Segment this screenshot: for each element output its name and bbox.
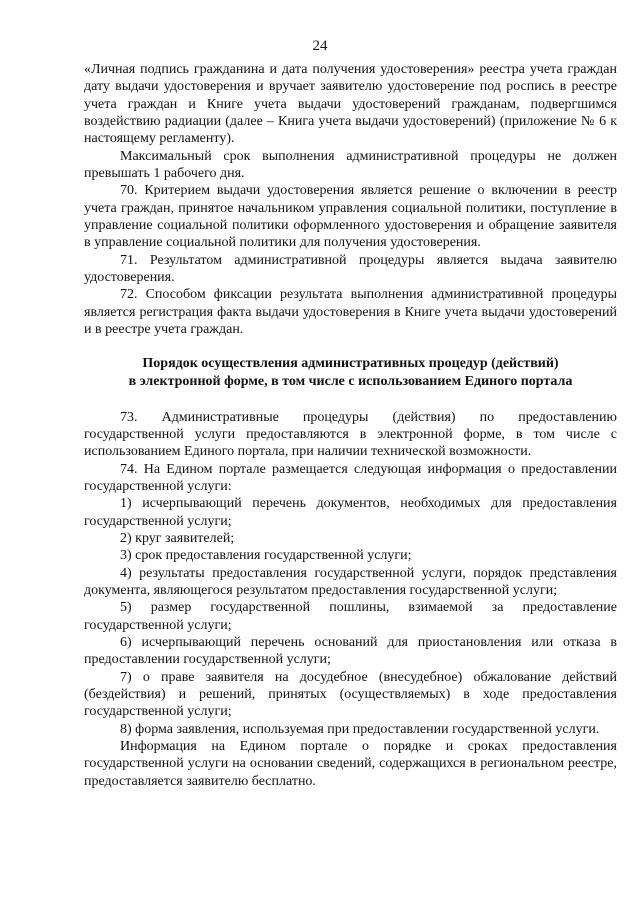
paragraph-71: 71. Результатом административной процедуры является выдача заявителю удостоверения.: [84, 252, 617, 286]
section-heading-line-2: в электронной форме, в том числе с использованием Единого портала: [128, 373, 573, 389]
list-item-4: 4) результаты предоставления государственной услуги, порядок представления документа, являющегося результатом предоставления государственной услуги;: [84, 565, 617, 598]
paragraph-72: 72. Способом фиксации результата выполнения административной процедуры является регистрация факта выдачи удостоверения в Книге учета выдачи удостоверений и в реестре учета граждан.: [84, 287, 617, 338]
list-item-3: 3) срок предоставления государственной услуги;: [120, 548, 412, 564]
list-item-5: 5) размер государственной пошлины, взимаемой за предоставление государственной услуги;: [84, 600, 617, 633]
document-body: [84, 61, 617, 790]
paragraph-74: 74. На Едином портале размещается следующая информация о предоставлении государственной услуги:: [84, 461, 617, 494]
paragraph-issuance-procedure: «Личная подпись гражданина и дата получения удостоверения» реестра учета граждан дату выдачи удостоверения и вручает заявителю удостоверение под роспись в реестре учета граждан и Книге учета выдачи удостоверений гражданам, подвергшимся воздействию радиации (далее – Книга учета выдачи удостоверений) (приложение № 6 к настоящему регламенту).: [84, 62, 617, 147]
paragraph-73: 73. Административные процедуры (действия) по предоставлению государственной услуги предоставляются в электронной форме, в том числе с использованием Единого портала, при наличии технической возможности.: [84, 409, 617, 460]
section-heading-line-1: Порядок осуществления административных процедур (действий): [142, 355, 559, 371]
list-item-7: 7) о праве заявителя на досудебное (внесудебное) обжалование действий (бездействия) и решений, принятых (осуществляемых) в ходе предоставления государственной услуги;: [84, 669, 617, 720]
paragraph-max-duration: Максимальный срок выполнения административной процедуры не должен превышать 1 рабочего дня.: [84, 148, 617, 182]
list-item-6: 6) исчерпывающий перечень оснований для приостановления или отказа в предоставлении государственной услуги;: [84, 634, 617, 668]
paragraph-portal-info: Информация на Едином портале о порядке и сроках предоставления государственной услуги на основании сведений, содержащихся в региональном реестре, предоставляется заявителю бесплатно.: [84, 739, 617, 789]
page-number: 24: [312, 38, 328, 54]
list-item-1: 1) исчерпывающий перечень документов, необходимых для предоставления государственной услуги;: [84, 496, 617, 529]
list-item-2: 2) круг заявителей;: [120, 530, 235, 546]
paragraph-70: 70. Критерием выдачи удостоверения является решение о включении в реестр учета граждан, принятое начальником управления социальной политики, поступление в управление социальной политики оформленного удостоверения и обращение заявителя в управление социальной политики для получения удостоверения.: [84, 183, 617, 251]
list-item-8: 8) форма заявления, используемая при предоставлении государственной услуги.: [120, 721, 600, 737]
